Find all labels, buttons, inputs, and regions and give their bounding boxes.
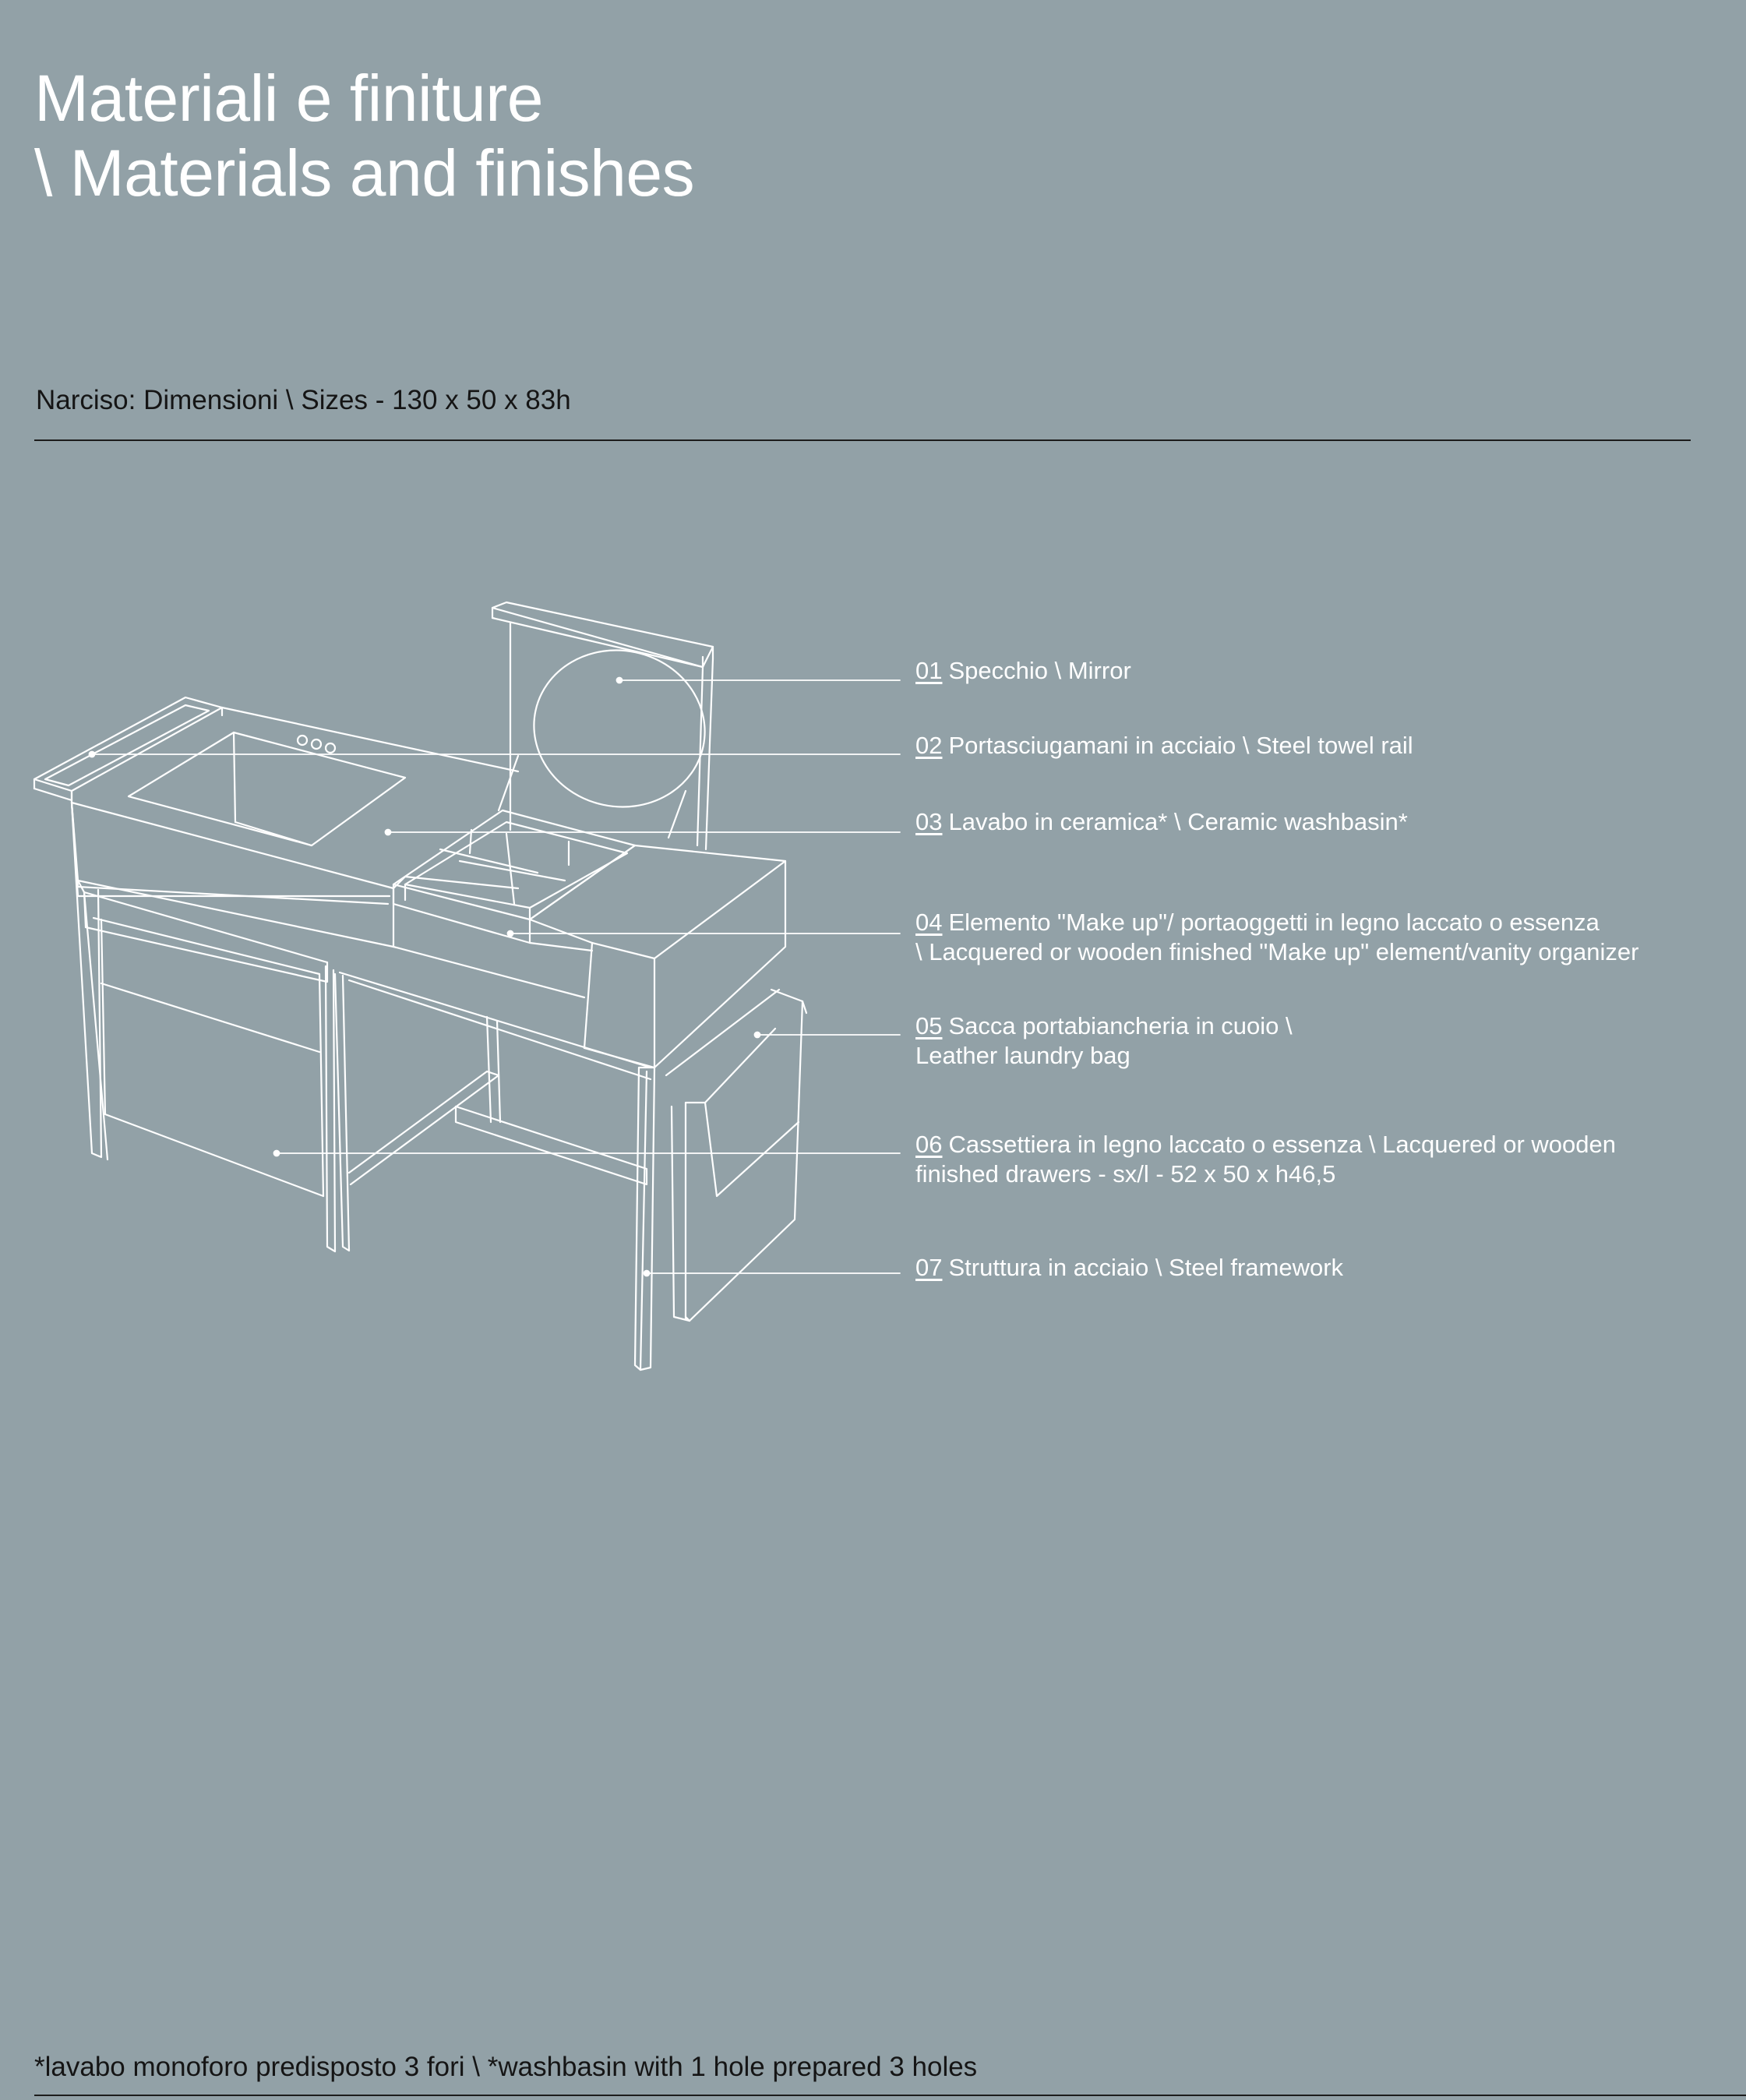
bottom-divider <box>34 2095 1746 2096</box>
callout-number: 02 <box>915 732 943 759</box>
callout-text-second-line: \ Lacquered or wooden finished "Make up" element/vanity organizer <box>915 938 1639 965</box>
makeup-element <box>393 810 635 943</box>
callout-number: 03 <box>915 808 943 835</box>
dimensions-subtitle: Narciso: Dimensioni \ Sizes - 130 x 50 x 83h <box>36 385 571 415</box>
callout-text: Lavabo in ceramica* \ Ceramic washbasin* <box>948 808 1408 835</box>
callout-text: Sacca portabiancheria in cuoio \ <box>948 1012 1293 1039</box>
callout-01-mirror <box>915 656 1131 686</box>
title-english: \ Materials and finishes <box>34 136 695 210</box>
callout-04-makeup-element <box>915 908 1638 967</box>
callout-06-drawers <box>915 1130 1616 1189</box>
callout-text: Specchio \ Mirror <box>948 657 1131 684</box>
callout-03-washbasin <box>915 807 1408 837</box>
left-legs <box>72 803 651 1251</box>
countertop <box>72 708 518 904</box>
callout-05-laundry-bag <box>915 1011 1293 1071</box>
callout-number: 01 <box>915 657 943 684</box>
callout-02-towel-rail <box>915 731 1413 761</box>
lower-stretcher <box>349 1017 647 1184</box>
callout-leaders <box>90 678 901 1276</box>
callout-number: 07 <box>915 1254 943 1281</box>
washbasin-footnote: *lavabo monoforo predisposto 3 fori \ *washbasin with 1 hole prepared 3 holes <box>34 2052 978 2082</box>
callout-text: Elemento "Make up"/ portaoggetti in legno laccato o essenza <box>948 909 1600 936</box>
title-italian: Materiali e finiture <box>34 62 543 135</box>
right-cabinet <box>393 845 785 1068</box>
right-legs <box>635 1068 654 1370</box>
callout-number: 05 <box>915 1012 943 1039</box>
callout-number: 04 <box>915 909 943 936</box>
towel-rail <box>34 697 222 800</box>
callout-text: Cassettiera in legno laccato o essenza \ Lacquered or wooden <box>948 1131 1616 1158</box>
callout-number: 06 <box>915 1131 943 1158</box>
mirror-panel <box>492 602 719 849</box>
callout-text: Portasciugamani in acciaio \ Steel towel rail <box>948 732 1413 759</box>
laundry-bag <box>666 990 806 1321</box>
callout-text-second-line: finished drawers - sx/l - 52 x 50 x h46,5 <box>915 1160 1336 1188</box>
callout-text: Struttura in acciaio \ Steel framework <box>948 1254 1344 1281</box>
callout-07-framework <box>915 1253 1343 1283</box>
callout-text-second-line: Leather laundry bag <box>915 1042 1130 1069</box>
